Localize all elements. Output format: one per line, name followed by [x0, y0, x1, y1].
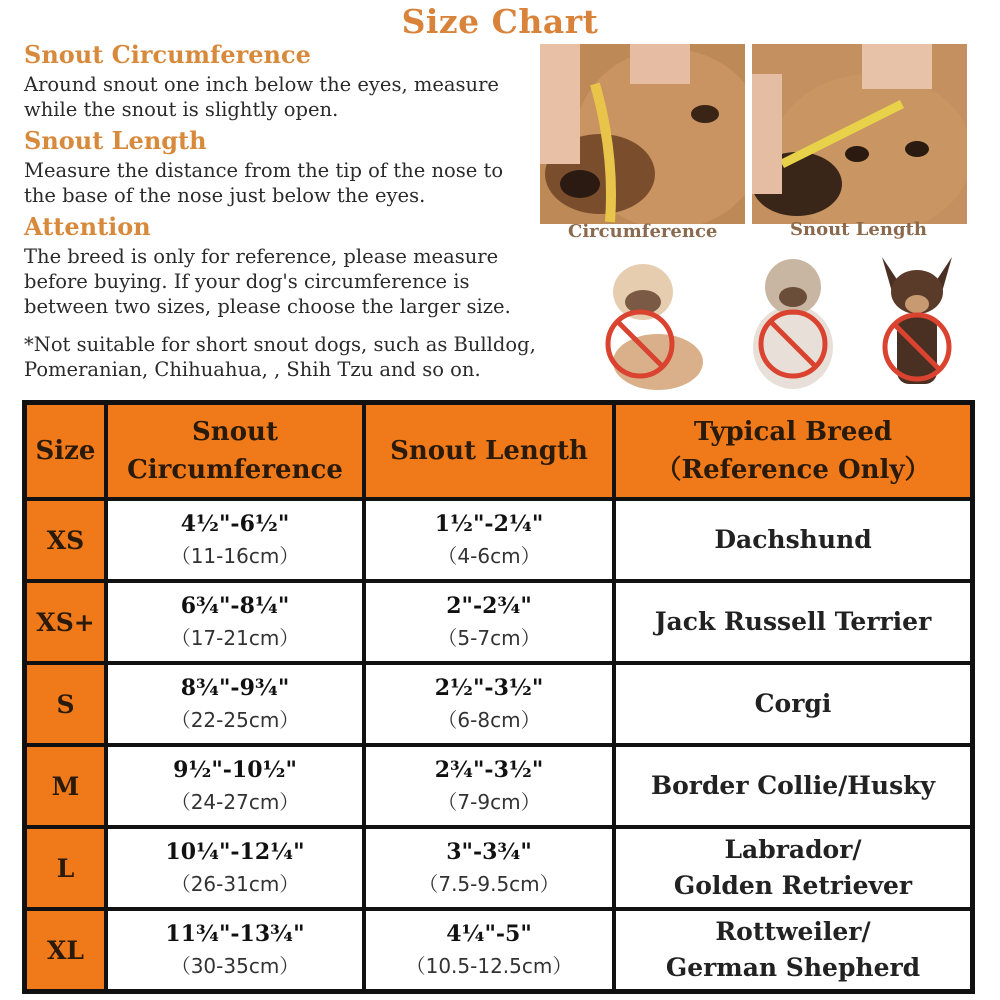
text-line: Measure the distance from the tip of the nose to: [24, 159, 504, 182]
chihuahua-prohibited-image: [862, 252, 982, 392]
heading-attention: Attention: [24, 212, 151, 241]
circumference-cm: （26-31cm）: [170, 872, 300, 896]
photo-measuring-length: [752, 44, 967, 224]
size-label: XL: [25, 909, 106, 991]
breed-text: Jack Russell Terrier: [654, 607, 932, 636]
circumference-inches: 6¾"-8¼": [180, 593, 290, 619]
size-table: [22, 400, 975, 994]
text-snout-circumference: [24, 72, 499, 122]
breed-cell: [614, 663, 972, 745]
table-row: [25, 581, 972, 663]
length-inches: 2½"-3½": [434, 675, 544, 701]
text-line: *Not suitable for short snout dogs, such as Bulldog,: [24, 333, 536, 356]
header-snout-circumference: [106, 403, 364, 499]
size-label: S: [25, 663, 106, 745]
breed-text: German Shepherd: [665, 953, 921, 982]
length-cell: [364, 909, 614, 991]
table-row: [25, 827, 972, 909]
size-label: XS: [25, 499, 106, 581]
circumference-cell: [106, 663, 364, 745]
page-title: Size Chart: [401, 2, 599, 41]
breed-cell: [614, 581, 972, 663]
table-row: [25, 663, 972, 745]
length-cell: [364, 499, 614, 581]
length-cm: （5-7cm）: [437, 626, 541, 650]
breed-text: Border Collie/Husky: [650, 771, 936, 800]
text-line: while the snout is slightly open.: [24, 98, 339, 121]
breed-cell: [614, 499, 972, 581]
header-line: Typical Breed: [693, 417, 893, 447]
table-row: [25, 745, 972, 827]
length-cell: [364, 581, 614, 663]
note-short-snout: [24, 332, 536, 382]
length-inches: 3"-3¾": [446, 839, 532, 865]
text-line: before buying. If your dog's circumference is: [24, 270, 470, 293]
circumference-cell: [106, 909, 364, 991]
header-typical-breed: [614, 403, 972, 499]
circumference-inches: 11¾"-13¾": [165, 921, 305, 947]
length-cell: [364, 827, 614, 909]
length-cm: （4-6cm）: [437, 544, 541, 568]
length-cm: （6-8cm）: [437, 708, 541, 732]
circumference-cm: （24-27cm）: [170, 790, 300, 814]
length-inches: 2¾"-3½": [434, 757, 544, 783]
table-row: [25, 909, 972, 991]
length-inches: 2"-2¾": [446, 593, 532, 619]
breed-text: Rottweiler/: [715, 917, 871, 946]
header-line: Circumference: [127, 455, 343, 485]
photo-measuring-circumference: [540, 44, 745, 224]
size-label: L: [25, 827, 106, 909]
breed-cell: [614, 909, 972, 991]
length-cell: [364, 745, 614, 827]
text-line: the base of the nose just below the eyes.: [24, 184, 426, 207]
circumference-cell: [106, 827, 364, 909]
bulldog-prohibited-image: [598, 252, 718, 392]
heading-snout-circumference: Snout Circumference: [24, 40, 311, 69]
length-cm: （7-9cm）: [437, 790, 541, 814]
text-line: between two sizes, please choose the larger size.: [24, 295, 511, 318]
circumference-cm: （11-16cm）: [170, 544, 300, 568]
header-snout-length: Snout Length: [364, 403, 614, 499]
table-row: [25, 499, 972, 581]
length-cell: [364, 663, 614, 745]
circumference-cell: [106, 581, 364, 663]
breed-text: Dachshund: [714, 525, 872, 554]
size-label: M: [25, 745, 106, 827]
caption-snout-length: Snout Length: [790, 219, 927, 240]
table-header-row: [25, 403, 972, 499]
shih-tzu-prohibited-image: [738, 252, 858, 392]
circumference-cell: [106, 745, 364, 827]
text-line: Pomeranian, Chihuahua, , Shih Tzu and so on.: [24, 358, 481, 381]
circumference-cell: [106, 499, 364, 581]
circumference-inches: 8¾"-9¾": [180, 675, 290, 701]
length-inches: 1½"-2¼": [434, 511, 544, 537]
length-cm: （10.5-12.5cm）: [405, 954, 573, 978]
text-attention: [24, 244, 511, 319]
circumference-cm: （30-35cm）: [170, 954, 300, 978]
length-cm: （7.5-9.5cm）: [418, 872, 560, 896]
breed-cell: [614, 745, 972, 827]
size-label: XS+: [25, 581, 106, 663]
header-size: Size: [25, 403, 106, 499]
length-inches: 4¼"-5": [446, 921, 532, 947]
circumference-inches: 10¼"-12¼": [165, 839, 305, 865]
text-line: Around snout one inch below the eyes, measure: [24, 73, 499, 96]
header-line: （Reference Only）: [655, 455, 931, 485]
header-line: Snout: [192, 417, 278, 447]
breed-text: Labrador/: [724, 835, 862, 864]
circumference-inches: 4½"-6½": [180, 511, 290, 537]
breed-text: Golden Retriever: [673, 871, 913, 900]
circumference-cm: （22-25cm）: [170, 708, 300, 732]
breed-cell: [614, 827, 972, 909]
circumference-inches: 9½"-10½": [173, 757, 297, 783]
circumference-cm: （17-21cm）: [170, 626, 300, 650]
breed-text: Corgi: [754, 689, 832, 718]
text-snout-length: [24, 158, 503, 208]
text-line: The breed is only for reference, please measure: [24, 245, 499, 268]
caption-circumference: Circumference: [568, 221, 718, 242]
heading-snout-length: Snout Length: [24, 126, 207, 155]
